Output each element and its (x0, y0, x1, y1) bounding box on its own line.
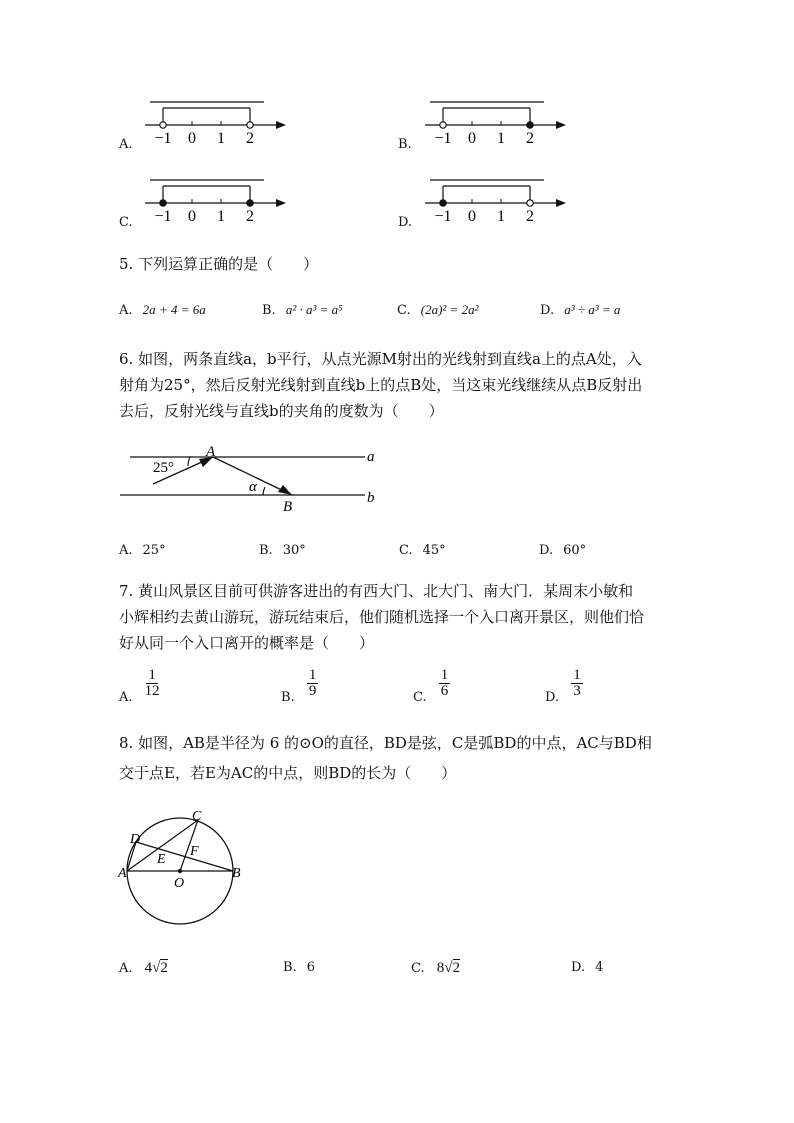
q6-stem-line-3: 去后，反射光线与直线b的夹角的度数为（ ） (119, 402, 444, 420)
svg-text:−1: −1 (434, 130, 452, 147)
q5-stem: 5. 下列运算正确的是（ ） (119, 255, 319, 273)
svg-text:2: 2 (246, 130, 254, 147)
svg-text:−1: −1 (434, 208, 452, 225)
svg-text:2: 2 (526, 130, 534, 147)
q5-option-c (397, 302, 479, 318)
q5-option-b (262, 302, 343, 318)
svg-text:0: 0 (188, 130, 196, 147)
point-c-label: C (192, 809, 202, 824)
q4-number-line-d (420, 173, 575, 228)
q7-stem-line-3: 好从同一个入口离开的概率是（ ） (119, 634, 375, 652)
q7-option-d: D. $\frac{1}{3}$ (545, 667, 581, 705)
point-a-label: A (206, 444, 216, 460)
point-f-label: F (190, 844, 199, 859)
svg-text:1: 1 (217, 130, 225, 147)
point-a-label: A (118, 866, 127, 881)
svg-text:1: 1 (497, 130, 505, 147)
q4-option-b-label: B. (398, 137, 412, 152)
svg-text:−1: −1 (154, 130, 172, 147)
q8-stem-line-1: 8. 如图，AB是半径为 6 的⊙O的直径，BD是弦，C是弧BD的中点，AC与BD相 (119, 734, 652, 752)
point-o-label: O (174, 876, 185, 891)
q7-stem-line-2: 小辉相约去黄山游玩，游玩结束后，他们随机选择一个入口离开景区，则他们恰 (119, 608, 645, 626)
q4-number-line-c (140, 173, 295, 228)
angle-arc-alpha (263, 487, 265, 495)
q8-option-c: C. 8√2 (411, 960, 460, 976)
q4-option-a-label: A. (119, 137, 133, 152)
q7-option-c: C. $\frac{1}{6}$ (413, 667, 449, 705)
q6-figure (115, 440, 390, 518)
q7-option-a: A. $\frac{1}{12}$ (119, 667, 160, 705)
q8-option-c-expr: 8√2 (436, 960, 460, 976)
q7-stem-line-1: 7. 黄山风景区目前可供游客进出的有西大门、北大门、南大门．某周末小敏和 (119, 582, 634, 600)
point-e-label: E (157, 852, 166, 867)
svg-text:0: 0 (468, 130, 476, 147)
q6-stem-line-1: 6. 如图，两条直线a，b平行，从点光源M射出的光线射到直线a上的点A处，入 (119, 350, 642, 368)
q4-number-line-b (420, 95, 575, 150)
q8-option-b: B. 6 (283, 960, 315, 975)
svg-text:2: 2 (246, 208, 254, 225)
svg-text:−1: −1 (154, 208, 172, 225)
q7-option-b: B. $\frac{1}{9}$ (281, 667, 317, 705)
angle-arc-25 (188, 457, 190, 466)
q7-option-c-fraction: $\frac{1}{6}$ (440, 667, 449, 699)
q8-stem-line-2: 交于点E，若E为AC的中点，则BD的长为（ ） (119, 764, 457, 782)
q8-figure (115, 805, 255, 930)
point-b-label: B (232, 866, 241, 881)
q5-option-d-expr: a³ ÷ a³ = a (564, 302, 621, 317)
q6-option-d: D. 60° (539, 543, 587, 558)
arrowhead-reflected (278, 485, 292, 495)
q6-option-b: B. 30° (259, 543, 306, 558)
q5-option-a-expr: 2a + 4 = 6a (142, 302, 206, 317)
q8-option-a: A. 4√2 (119, 960, 168, 976)
point-d-label: D (130, 832, 141, 847)
svg-text:0: 0 (188, 208, 196, 225)
q5-option-c-label: C. (397, 303, 411, 318)
q7-option-b-fraction: $\frac{1}{9}$ (308, 667, 317, 699)
q4-option-d-label: D. (398, 215, 413, 230)
svg-text:1: 1 (497, 208, 505, 225)
angle-label: 25° (153, 460, 174, 476)
svg-text:2: 2 (526, 208, 534, 225)
q7-option-a-fraction: $\frac{1}{12}$ (144, 667, 160, 699)
q4-number-line-a (140, 95, 295, 150)
q6-option-a: A. 25° (119, 543, 166, 558)
q5-option-a (119, 302, 206, 318)
line-b-label: b (367, 490, 375, 506)
q4-option-c-label: C. (119, 215, 133, 230)
point-b-label: B (283, 499, 293, 515)
q8-option-d: D. 4 (571, 960, 604, 975)
q8-option-a-expr: 4√2 (144, 960, 168, 976)
q6-stem-line-2: 射角为25°，然后反射光线射到直线b上的点B处，当这束光线继续从点B反射出 (119, 376, 643, 394)
q5-option-a-label: A. (119, 303, 133, 318)
svg-text:1: 1 (217, 208, 225, 225)
line-a-label: a (367, 449, 375, 465)
q6-option-c: C. 45° (399, 543, 446, 558)
q5-option-d-label: D. (540, 303, 555, 318)
q5-option-d (540, 302, 620, 318)
alpha-label: α (249, 479, 257, 495)
q5-option-b-expr: a² · a³ = a⁵ (285, 302, 343, 317)
svg-text:0: 0 (468, 208, 476, 225)
q7-option-d-fraction: $\frac{1}{3}$ (573, 667, 581, 699)
center-point (178, 869, 182, 873)
q5-option-b-label: B. (262, 303, 276, 318)
q5-option-c-expr: (2a)² = 2a² (420, 302, 479, 317)
